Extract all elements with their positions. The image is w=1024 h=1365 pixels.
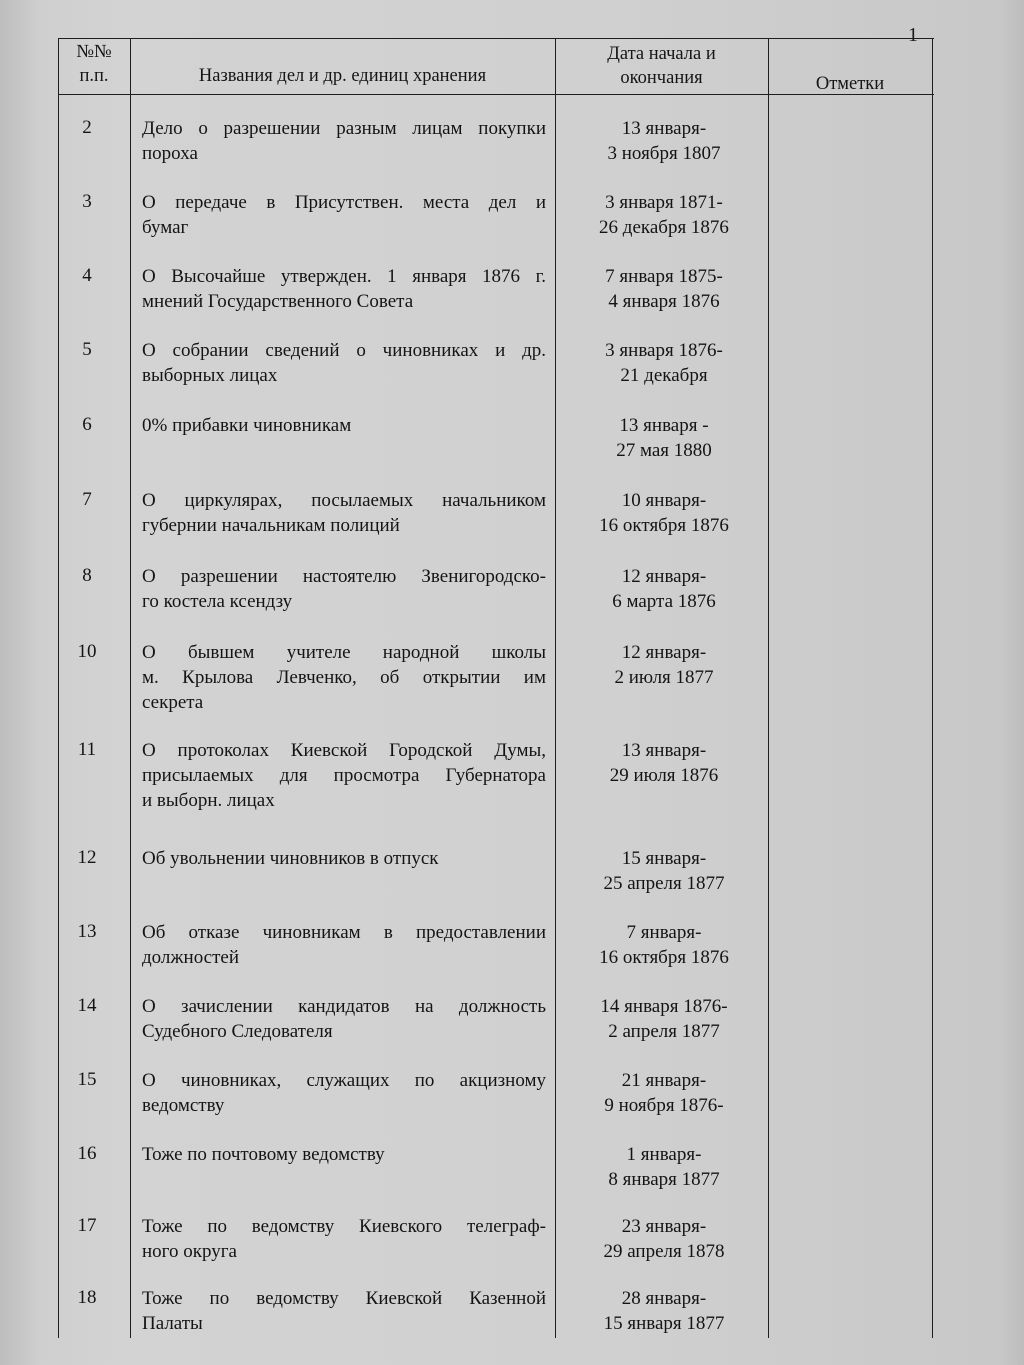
row-title [142, 338, 546, 388]
row-date-line: 1 января- [626, 1144, 702, 1165]
row-date-line: 25 апреля 1877 [603, 873, 725, 894]
row-title-line: О передаче в Присутствен. места дел и [142, 192, 546, 213]
row-title-line: го костела ксендзу [142, 591, 293, 612]
row-date-range [558, 413, 770, 463]
row-title [142, 116, 546, 166]
row-title-line: должностей [142, 947, 240, 968]
row-number: 11 [77, 739, 97, 760]
row-title-line: О разрешении настоятелю Звенигородско- [142, 566, 546, 587]
header-notes-column: Отметки [815, 74, 885, 94]
row-title-line: присылаемых для просмотра Губернатора [142, 765, 546, 786]
header-number-line-1: №№ [76, 42, 112, 62]
row-title [142, 488, 546, 538]
row-number: 15 [77, 1069, 97, 1090]
row-number: 2 [82, 117, 92, 138]
row-date-range [558, 338, 770, 388]
row-title-line: Дело о разрешении разным лицам покупки [142, 118, 546, 139]
row-title-line: выборных лицах [142, 365, 278, 386]
row-date-line: 15 января- [621, 848, 707, 869]
row-title-line: Палаты [142, 1313, 203, 1334]
row-title [142, 1142, 546, 1167]
row-title-line: бумаг [142, 217, 189, 238]
row-number: 14 [77, 995, 97, 1016]
row-title-line: мнений Государственного Совета [142, 291, 414, 312]
row-title-line: Тоже по почтовому ведомству [142, 1144, 385, 1165]
header-number-line-2: п.п. [79, 66, 109, 86]
row-date-line: 3 января 1871- [605, 192, 723, 213]
header-date-line-1: Дата начала и [607, 44, 716, 64]
table-right-border [932, 38, 933, 1338]
row-title-line: 0% прибавки чиновникам [142, 415, 352, 436]
column-divider-date [555, 38, 556, 1338]
row-number: 5 [82, 339, 92, 360]
row-title-line: м. Крылова Левченко, об открытии им [142, 667, 546, 688]
column-divider-title [130, 38, 131, 1338]
row-date-line: 3 ноября 1807 [607, 143, 721, 164]
row-title-line: О чиновниках, служащих по акцизному [142, 1070, 546, 1091]
row-date-line: 21 января- [621, 1070, 707, 1091]
row-date-range [558, 738, 770, 788]
row-date-line: 6 марта 1876 [612, 591, 716, 612]
row-date-line: 12 января- [621, 566, 707, 587]
row-title-line: Об увольнении чиновников в отпуск [142, 848, 439, 869]
archive-inventory-table [58, 38, 934, 1338]
row-date-line: 13 января- [621, 740, 707, 761]
row-date-range [558, 1286, 770, 1336]
row-title [142, 640, 546, 715]
row-date-line: 29 апреля 1878 [603, 1241, 725, 1262]
header-date-column [555, 42, 768, 90]
row-date-line: 15 января 1877 [603, 1313, 725, 1334]
table-top-border [58, 38, 934, 39]
row-title [142, 920, 546, 970]
row-title [142, 1068, 546, 1118]
row-date-line: 16 октября 1876 [599, 947, 729, 968]
row-title [142, 564, 546, 614]
row-title-line: О бывшем учителе народной школы [142, 642, 546, 663]
row-date-line: 9 ноября 1876- [604, 1095, 724, 1116]
row-date-range [558, 1214, 770, 1264]
row-date-range [558, 1068, 770, 1118]
row-date-line: 4 января 1876 [608, 291, 720, 312]
row-number: 13 [77, 921, 97, 942]
row-title-line: ного округа [142, 1241, 237, 1262]
row-date-line: 10 января- [621, 490, 707, 511]
row-date-range [558, 564, 770, 614]
header-number-column [58, 40, 130, 88]
row-number: 10 [77, 641, 97, 662]
header-title-column: Названия дел и др. единиц хранения [198, 66, 487, 86]
row-date-line: 26 декабря 1876 [599, 217, 729, 238]
row-title-line: О собрании сведений о чиновниках и др. [142, 340, 546, 361]
row-date-range [558, 994, 770, 1044]
row-date-line: 14 января 1876- [600, 996, 728, 1017]
row-date-line: 2 апреля 1877 [608, 1021, 720, 1042]
row-title-line: Судебного Следователя [142, 1021, 333, 1042]
row-number: 17 [77, 1215, 97, 1236]
row-date-line: 8 января 1877 [608, 1169, 720, 1190]
row-number: 16 [77, 1143, 97, 1164]
row-title [142, 994, 546, 1044]
row-date-line: 13 января- [621, 118, 707, 139]
row-date-line: 2 июля 1877 [614, 667, 714, 688]
header-date-line-2: окончания [620, 68, 703, 88]
row-title-line: и выборн. лицах [142, 790, 275, 811]
row-date-range [558, 190, 770, 240]
row-title-line: О протоколах Киевской Городской Думы, [142, 740, 546, 761]
row-title-line: О зачислении кандидатов на должность [142, 996, 546, 1017]
row-date-range [558, 920, 770, 970]
row-title-line: О циркулярах, посылаемых начальником [142, 490, 546, 511]
row-date-line: 28 января- [621, 1288, 707, 1309]
page-number: 1 [908, 24, 918, 46]
row-title-line: О Высочайше утвержден. 1 января 1876 г. [142, 266, 546, 287]
row-date-range [558, 264, 770, 314]
row-date-line: 16 октября 1876 [599, 515, 729, 536]
row-number: 8 [82, 565, 92, 586]
row-number: 3 [82, 191, 92, 212]
row-title-line: Тоже по ведомству Киевской Казенной [142, 1288, 546, 1309]
row-title-line: пороха [142, 143, 198, 164]
row-title [142, 1214, 546, 1264]
row-date-line: 29 июля 1876 [609, 765, 719, 786]
row-date-range [558, 640, 770, 690]
row-date-line: 13 января - [619, 415, 709, 436]
row-date-line: 7 января 1875- [605, 266, 723, 287]
row-date-range [558, 846, 770, 896]
row-date-line: 21 декабря [620, 365, 708, 386]
row-title [142, 264, 546, 314]
row-title [142, 1286, 546, 1336]
row-title-line: губернии начальникам полиций [142, 515, 400, 536]
row-date-range [558, 1142, 770, 1192]
row-title-line: секрета [142, 692, 204, 713]
row-number: 6 [82, 414, 92, 435]
row-number: 7 [82, 489, 92, 510]
row-title [142, 413, 546, 438]
row-number: 12 [77, 847, 97, 868]
row-title [142, 190, 546, 240]
row-number: 4 [82, 265, 92, 286]
row-title-line: Тоже по ведомству Киевского телеграф- [142, 1216, 546, 1237]
row-date-line: 7 января- [626, 922, 702, 943]
row-title [142, 846, 546, 871]
row-date-range [558, 116, 770, 166]
row-number: 18 [77, 1287, 97, 1308]
row-date-line: 12 января- [621, 642, 707, 663]
row-title-line: Об отказе чиновникам в предоставлении [142, 922, 546, 943]
row-title [142, 738, 546, 813]
row-date-line: 27 мая 1880 [616, 440, 712, 461]
row-date-line: 3 января 1876- [605, 340, 723, 361]
row-date-line: 23 января- [621, 1216, 707, 1237]
row-title-line: ведомству [142, 1095, 225, 1116]
row-date-range [558, 488, 770, 538]
